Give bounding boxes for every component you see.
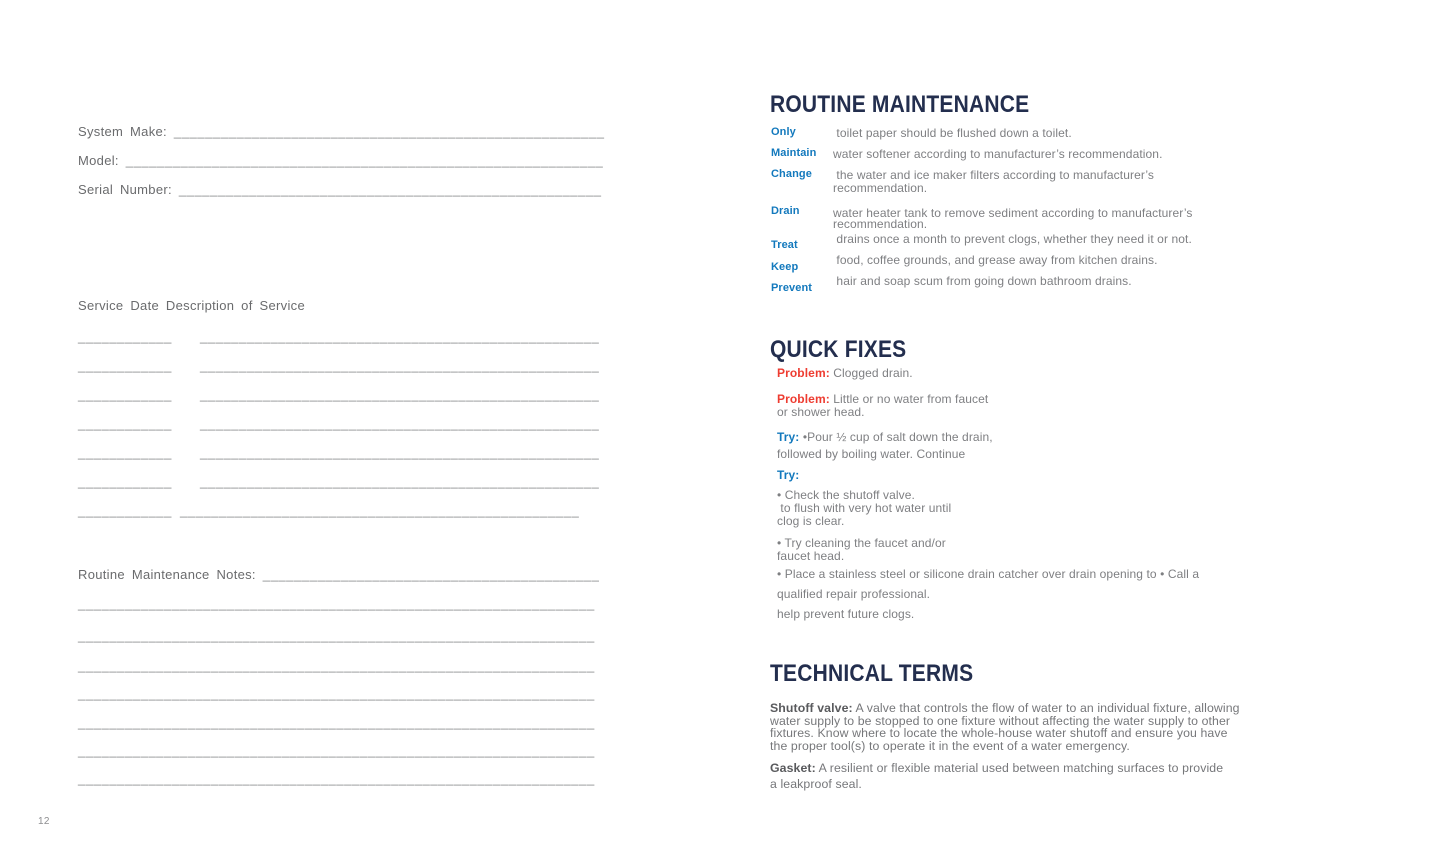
routine-action-drain: Drain [771,205,800,217]
try-line [777,468,799,482]
service-date-blank: ____________ [78,358,172,373]
problem-text: or shower head. [777,405,865,419]
notes-line: __________________________________________________________________ [78,596,595,611]
maintenance-notes-label: Routine Maintenance Notes: [78,567,263,582]
service-desc-blank: ___________________________________________________ [199,329,600,344]
service-date-blank: ____________ [78,503,172,518]
fix-bullet-line: to flush with very hot water until [777,501,952,515]
service-log-row [78,415,599,433]
routine-item-text: toilet paper should be flushed down a toilet. [833,126,1072,140]
try-text: •Pour ½ cup of salt down the drain, [799,430,993,444]
term-definition-text: A resilient or flexible material used between matching surfaces to provide [815,761,1224,775]
serial-number-field [78,182,602,197]
routine-item-text: recommendation. [833,217,928,231]
maintenance-notes-field [78,567,599,582]
service-log-header: Service Date Description of Service [78,298,305,313]
service-log-row [78,444,599,462]
try-label: Try: [777,430,800,444]
routine-action-keep: Keep [771,261,799,273]
fix-bullet-line: clog is clear. [777,514,845,528]
term-shutoff-valve: Shutoff valve: [770,701,853,715]
fix-bullet-line: • Try cleaning the faucet and/or [777,536,946,550]
service-date-blank: ____________ [78,329,172,344]
routine-action-only: Only [771,126,796,138]
service-date-blank: ____________ [78,445,172,460]
model-label: Model: [78,153,126,168]
try-line [777,430,993,444]
service-desc-blank: ___________________________________________________ [199,358,600,373]
routine-item-text: drains once a month to prevent clogs, whether they need it or not. [833,232,1192,246]
notes-line: __________________________________________________________________ [78,715,595,730]
service-desc-blank: ___________________________________________________ [179,503,580,518]
term-definition-text: A valve that controls the flow of water to an individual fixture, allowing [852,701,1240,715]
routine-item-text: the water and ice maker filters according to manufacturer’s [833,168,1155,182]
term-definition-line: water supply to be stopped to one fixture without affecting the water supply to other [770,714,1231,728]
system-make-label: System Make: [78,124,174,139]
routine-maintenance-title: ROUTINE MAINTENANCE [770,91,1030,118]
routine-action-treat: Treat [771,239,798,251]
routine-item-text: food, coffee grounds, and grease away from kitchen drains. [833,253,1158,267]
routine-item-text: water softener according to manufacturer’s recommendation. [833,147,1163,161]
service-date-blank: ____________ [78,387,172,402]
notes-blank-line: ___________________________________________ [262,567,600,582]
model-blank-line: _____________________________________________________________ [125,153,604,168]
service-desc-blank: ___________________________________________________ [199,416,600,431]
notes-line: __________________________________________________________________ [78,686,595,701]
fix-bullet-line: help prevent future clogs. [777,607,915,621]
notes-line: __________________________________________________________________ [78,743,595,758]
routine-action-maintain: Maintain [771,147,817,159]
service-desc-blank: ___________________________________________________ [199,387,600,402]
term-gasket: Gasket: [770,761,816,775]
problem-label: Problem: [777,392,830,406]
quick-fixes-title: QUICK FIXES [770,336,907,363]
problem-line [777,392,988,406]
serial-number-label: Serial Number: [78,182,179,197]
service-date-blank: ____________ [78,416,172,431]
system-make-field [78,124,605,139]
notes-line: __________________________________________________________________ [78,658,595,673]
service-desc-blank: ___________________________________________________ [199,445,600,460]
service-log-row [78,357,599,375]
notes-line: __________________________________________________________________ [78,628,595,643]
routine-action-prevent: Prevent [771,282,813,294]
fix-bullet-line: • Check the shutoff valve. [777,488,915,502]
routine-item-text: recommendation. [833,181,928,195]
term-definition-line [770,701,1240,715]
service-desc-blank: ___________________________________________________ [199,474,600,489]
fix-bullet-line: qualified repair professional. [777,587,931,601]
model-field [78,153,603,168]
serial-number-blank-line: ______________________________________________________ [178,182,602,197]
service-date-blank: ____________ [78,474,172,489]
term-definition-line [770,761,1223,775]
term-definition-line: fixtures. Know where to locate the whole-house water shutoff and ensure you have [770,726,1228,740]
term-definition-line: a leakproof seal. [770,777,862,791]
fix-bullet-line: faucet head. [777,549,845,563]
service-log-row [78,386,599,404]
problem-text: Clogged drain. [829,366,913,380]
system-make-blank-line: _______________________________________________________ [173,124,605,139]
service-log-row [78,473,599,491]
technical-terms-title: TECHNICAL TERMS [770,660,974,687]
routine-item-text: water heater tank to remove sediment according to manufacturer’s [833,206,1193,220]
problem-text: Little or no water from faucet [829,392,989,406]
service-log-row [78,328,599,346]
notes-line: __________________________________________________________________ [78,771,595,786]
problem-line [777,366,913,380]
term-definition-line: the proper tool(s) to operate it in the event of a water emergency. [770,739,1130,753]
try-text: followed by boiling water. Continue [777,447,966,461]
fix-bullet-line: • Place a stainless steel or silicone drain catcher over drain opening to • Call a [777,567,1200,581]
page-number: 12 [38,816,50,827]
try-label: Try: [777,468,800,482]
service-log-row [78,502,579,520]
routine-action-change: Change [771,168,812,180]
problem-label: Problem: [777,366,830,380]
routine-item-text: hair and soap scum from going down bathroom drains. [833,274,1132,288]
